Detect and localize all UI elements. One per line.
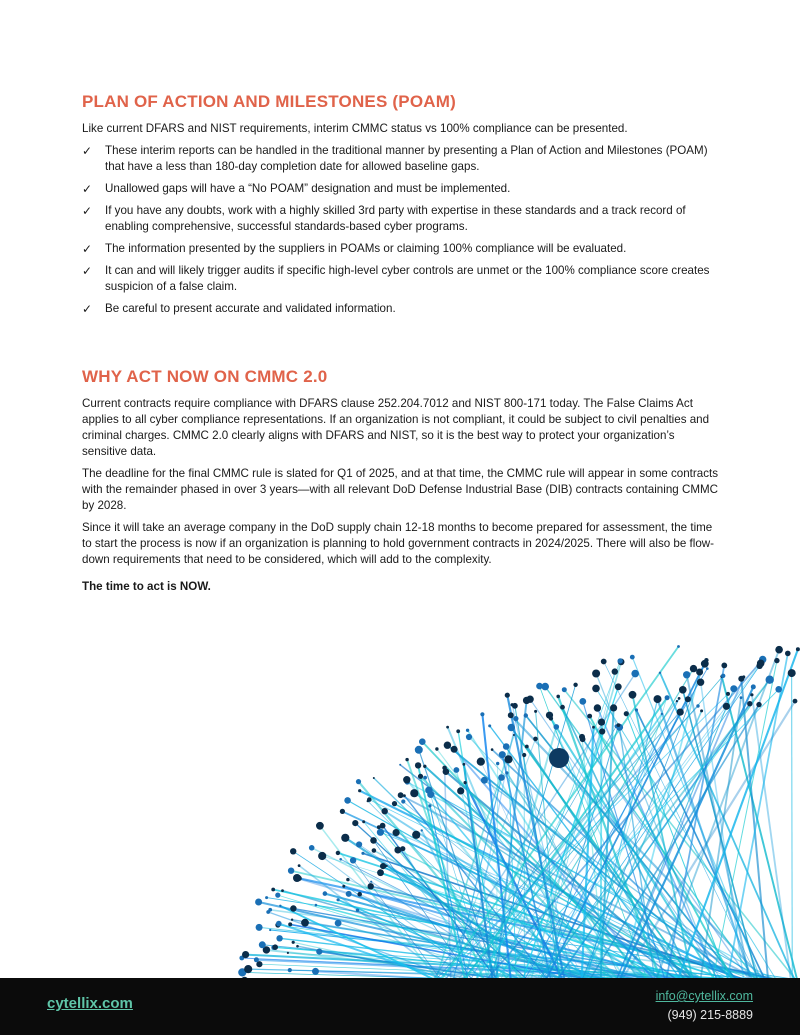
checkmark-icon: ✓ — [82, 242, 93, 256]
fiber-tip — [444, 742, 451, 749]
fiber-tip — [400, 846, 405, 851]
fiber-tip — [533, 737, 538, 742]
fiber-tip — [242, 951, 249, 958]
fiber-tip — [598, 719, 605, 726]
fiber-tip — [696, 669, 703, 676]
fiber-tip — [370, 837, 377, 844]
list-item-text: It can and will likely trigger audits if specific high-level cyber controls are unmet or the 100% compliance score creates suspicion of a false claim. — [105, 264, 710, 293]
fiber-tip — [423, 776, 427, 780]
fiber-tip — [618, 658, 623, 663]
act-now-heading: WHY ACT NOW ON CMMC 2.0 — [82, 367, 328, 386]
fiber-tip — [346, 878, 349, 881]
fiber-tip — [721, 663, 727, 669]
list-item-text: Unallowed gaps will have a “No POAM” designation and must be implemented. — [105, 182, 511, 195]
fiber-tip — [276, 921, 282, 927]
fiber-tip — [464, 781, 467, 784]
fiber-tip — [403, 776, 410, 783]
list-item — [82, 263, 722, 295]
fiber-tip — [677, 645, 680, 648]
fiber-tip — [601, 659, 607, 665]
fiber-tip — [372, 848, 377, 853]
fiber-tip — [631, 670, 639, 678]
fiber-tip — [382, 808, 388, 814]
fiber-tip — [524, 713, 528, 717]
fiber-tip — [457, 787, 464, 794]
fiber-tip — [435, 747, 438, 750]
fiber-strand — [616, 677, 743, 980]
fiber-tip — [466, 729, 469, 732]
fiber-tip — [288, 868, 294, 874]
fiber-tip — [785, 651, 791, 657]
fiber-tip — [276, 935, 282, 941]
fiber-tip — [419, 738, 426, 745]
checkmark-icon: ✓ — [82, 182, 93, 196]
list-item-text: Be careful to present accurate and validated information. — [105, 302, 396, 315]
fiber-tip — [398, 792, 404, 798]
fiber-tip — [679, 686, 687, 694]
fiber-tip — [340, 809, 345, 814]
fiber-tip — [579, 698, 586, 705]
fiber-tip — [377, 869, 384, 876]
list-item — [82, 181, 722, 197]
fiber-tip — [290, 848, 296, 854]
fiber-tip — [615, 683, 622, 690]
fiber-tip — [723, 703, 730, 710]
fiber-tip — [423, 765, 426, 768]
fiber-tip — [742, 675, 745, 678]
fiber-tip — [456, 729, 460, 733]
fiber-tip — [617, 723, 621, 727]
checkmark-icon: ✓ — [82, 204, 93, 218]
fiber-tip — [751, 684, 756, 689]
fiber-tip — [757, 660, 765, 668]
fiber-tip — [268, 908, 272, 912]
fiber-tip — [480, 712, 484, 716]
website-link[interactable]: cytellix.com — [47, 995, 133, 1012]
fiber-tip — [296, 945, 299, 948]
fiber-tip — [629, 691, 637, 699]
fiber-tip — [775, 646, 783, 654]
fiber-tip — [788, 669, 796, 677]
fiber-tip — [505, 693, 510, 698]
fiber-tip — [271, 888, 275, 892]
fiber-tip — [301, 919, 309, 927]
fiber-tip — [358, 789, 361, 792]
fiber-tip — [678, 697, 681, 700]
list-item-text: If you have any doubts, work with a highly skilled 3rd party with expertise in these standards and a track record of enabling comprehensive, successful standards-based cyber programs. — [105, 204, 686, 233]
fiber-tip — [498, 774, 505, 781]
fiber-tip — [499, 751, 506, 758]
fiber-tip — [392, 801, 397, 806]
fiber-tip — [610, 704, 617, 711]
fiber-tip — [399, 764, 401, 766]
fiber-tip — [700, 709, 703, 712]
list-item — [82, 241, 722, 257]
fiber-tip — [580, 736, 586, 742]
fiber-tip — [774, 658, 779, 663]
fiber-tip — [309, 845, 315, 851]
fiber-tip — [730, 685, 737, 692]
fiber-tip — [293, 874, 301, 882]
fiber-optic-image — [0, 585, 800, 980]
list-item — [82, 301, 722, 317]
fiber-tip — [335, 920, 342, 927]
fiber-tip — [704, 658, 708, 662]
fiber-tip — [750, 693, 753, 696]
fiber-tip — [796, 647, 800, 651]
fiber-tip — [346, 891, 352, 897]
fiber-tip — [513, 734, 515, 736]
fiber-tip — [677, 709, 684, 716]
fiber-tip — [298, 864, 301, 867]
fiber-tip — [526, 696, 533, 703]
fiber-tip — [446, 726, 449, 729]
fiber-tip — [740, 696, 743, 699]
fiber-tip — [281, 889, 284, 892]
list-item-text: The information presented by the suppliers in POAMs or claiming 100% compliance will be evaluated. — [105, 242, 627, 255]
fiber-tip — [443, 768, 450, 775]
fiber-tip — [412, 831, 420, 839]
fiber-tip — [454, 767, 460, 773]
fiber-tip — [685, 696, 691, 702]
fiber-tip — [696, 704, 699, 707]
fiber-tip — [534, 710, 537, 713]
act-now-paragraph: Since it will take an average company in the DoD supply chain 12-18 months to become prepared for assessment, the time to start the process is now if an organization is planning to hold government contracts in 2024/2025. There will also be flow-down requirements that need to be considered, which will add to the complexity. — [82, 521, 715, 566]
fiber-tip — [659, 672, 661, 674]
fiber-tip — [316, 949, 322, 955]
fiber-tip — [415, 762, 421, 768]
fiber-tip — [756, 702, 761, 707]
fiber-strands — [224, 647, 799, 981]
fiber-tip — [287, 952, 289, 954]
poam-intro: Like current DFARS and NIST requirements, interim CMMC status vs 100% compliance can be presented. — [82, 122, 628, 135]
fiber-tip — [291, 919, 293, 921]
fiber-tip — [599, 728, 605, 734]
fiber-tip — [367, 800, 369, 802]
fiber-tip — [683, 671, 690, 678]
fiber-tip — [418, 774, 423, 779]
checkmark-icon: ✓ — [82, 264, 93, 278]
list-item-text: These interim reports can be handled in the traditional manner by presenting a Plan of Action and Milestones (POAM) that have a less than 180-day completion date for allowed baseline gaps. — [105, 144, 708, 173]
fiber-tip — [393, 829, 400, 836]
fiber-tip — [488, 724, 491, 727]
poam-section — [82, 92, 722, 323]
poam-heading: PLAN OF ACTION AND MILESTONES (POAM) — [82, 92, 456, 111]
act-now-section — [82, 367, 722, 595]
act-now-paragraph: Current contracts require compliance with DFARS clause 252.204.7012 and NIST 800-171 today. The False Claims Act applies to all cyber compliance representations. If an organization is not compliant, it could be subject to civil penalties and criminal charges. CMMC 2.0 clearly aligns with DFARS and NIST, so it is the best way to protect your organization’s sensitive data. — [82, 397, 710, 458]
fiber-tip — [496, 762, 499, 765]
phone-number: (949) 215-8889 — [667, 1008, 753, 1022]
fiber-tip — [318, 852, 326, 860]
fiber-tip — [690, 665, 697, 672]
fiber-tip — [503, 743, 510, 750]
fiber-tip — [410, 789, 418, 797]
fiber-tip — [726, 692, 730, 696]
fiber-tip — [573, 683, 577, 687]
fiber-strand — [622, 701, 796, 980]
fiber-tip — [697, 679, 704, 686]
page-footer — [0, 978, 800, 1035]
fiber-tip — [504, 755, 512, 763]
fiber-tip — [592, 726, 595, 729]
checkmark-icon: ✓ — [82, 302, 93, 316]
fiber-tip — [272, 944, 278, 950]
fiber-tip — [477, 758, 485, 766]
fiber-tip — [290, 905, 296, 911]
fiber-tip — [592, 685, 600, 693]
fiber-tip — [380, 863, 386, 869]
fiber-tip — [337, 898, 340, 901]
fiber-tip — [766, 676, 774, 684]
fiber-tip — [352, 820, 358, 826]
fiber-tip — [244, 965, 252, 973]
fiber-tip — [463, 763, 466, 766]
fiber-tip — [421, 829, 423, 831]
fiber-tip — [361, 852, 364, 855]
fiber-tip — [549, 748, 569, 768]
fiber-tip — [775, 686, 782, 693]
fiber-tip — [661, 713, 663, 715]
fiber-tip — [255, 899, 262, 906]
fiber-tip — [587, 714, 592, 719]
checkmark-icon: ✓ — [82, 144, 93, 158]
fiber-tip — [425, 787, 432, 794]
fiber-tip — [635, 708, 638, 711]
fiber-tip — [560, 705, 565, 710]
fiber-tip — [594, 704, 601, 711]
fiber-tip — [265, 896, 268, 899]
fiber-tip — [525, 745, 529, 749]
fiber-tip — [342, 885, 345, 888]
fiber-tip — [549, 716, 553, 720]
act-now-paragraph: The deadline for the final CMMC rule is slated for Q1 of 2025, and at that time, the CMMC rule will appear in some contracts with the remainder phased in over 3 years—with all relevant DoD Defense Industrial Base (DIB) contracts containing CMMC by 2028. — [82, 467, 719, 512]
fiber-tip — [624, 711, 629, 716]
fiber-tip — [336, 851, 340, 855]
fiber-tip — [288, 922, 292, 926]
list-item — [82, 203, 722, 235]
fiber-tip — [676, 700, 678, 702]
fiber-tip — [323, 891, 328, 896]
fiber-tip — [275, 893, 280, 898]
act-now-closing: The time to act is NOW. — [82, 580, 211, 593]
fiber-tip — [269, 929, 271, 931]
fiber-tip — [556, 695, 560, 699]
fiber-tip — [341, 834, 349, 842]
fiber-tip — [316, 822, 324, 830]
fiber-tip — [394, 847, 401, 854]
fiber-tip — [279, 905, 281, 907]
fiber-tip — [665, 696, 668, 699]
fiber-tip — [747, 701, 752, 706]
fiber-tip — [415, 746, 423, 754]
fiber-tip — [721, 674, 725, 678]
fiber-tip — [793, 699, 798, 704]
fiber-tip — [612, 668, 618, 674]
fiber-tip — [259, 941, 266, 948]
fiber-tip — [491, 748, 494, 751]
fiber-tip — [513, 716, 518, 721]
fiber-tip — [505, 771, 508, 774]
fiber-tip — [466, 734, 472, 740]
fiber-tip — [292, 941, 295, 944]
fiber-tip — [377, 825, 381, 829]
email-link[interactable]: info@cytellix.com — [655, 989, 753, 1003]
fiber-tip — [377, 829, 384, 836]
fiber-tip — [512, 703, 518, 709]
fiber-tip — [508, 724, 515, 731]
fiber-tip — [481, 777, 488, 784]
fiber-tip — [522, 753, 526, 757]
fiber-tip — [312, 968, 319, 975]
list-item — [82, 143, 722, 175]
fiber-tip — [562, 687, 567, 692]
fiber-tip — [706, 667, 709, 670]
fiber-tip — [356, 909, 359, 912]
fiber-tip — [386, 865, 388, 867]
fiber-tip — [451, 746, 458, 753]
poam-checklist — [82, 143, 722, 317]
fiber-tip — [373, 777, 375, 779]
fiber-tip — [541, 683, 549, 691]
fiber-tip — [405, 758, 408, 761]
fiber-strand — [792, 673, 793, 980]
fiber-tip — [288, 968, 292, 972]
fiber-tip — [403, 794, 406, 797]
fiber-tip — [357, 892, 362, 897]
fiber-tip — [339, 858, 342, 861]
fiber-tip — [592, 670, 600, 678]
fiber-tip — [630, 655, 635, 660]
fiber-tip — [508, 712, 514, 718]
fiber-tip — [356, 841, 362, 847]
fiber-tip — [356, 779, 361, 784]
fiber-tip — [654, 695, 662, 703]
fiber-tip — [370, 881, 372, 883]
fiber-tip — [428, 804, 431, 807]
fiber-tip — [554, 724, 560, 730]
fiber-tip — [254, 957, 259, 962]
fiber-tip — [368, 883, 374, 889]
fiber-tip — [350, 857, 356, 863]
fiber-tip — [362, 820, 365, 823]
fiber-tip — [256, 924, 263, 931]
fiber-tip — [315, 904, 318, 907]
fiber-tip — [344, 797, 351, 804]
fiber-tip — [401, 799, 405, 803]
